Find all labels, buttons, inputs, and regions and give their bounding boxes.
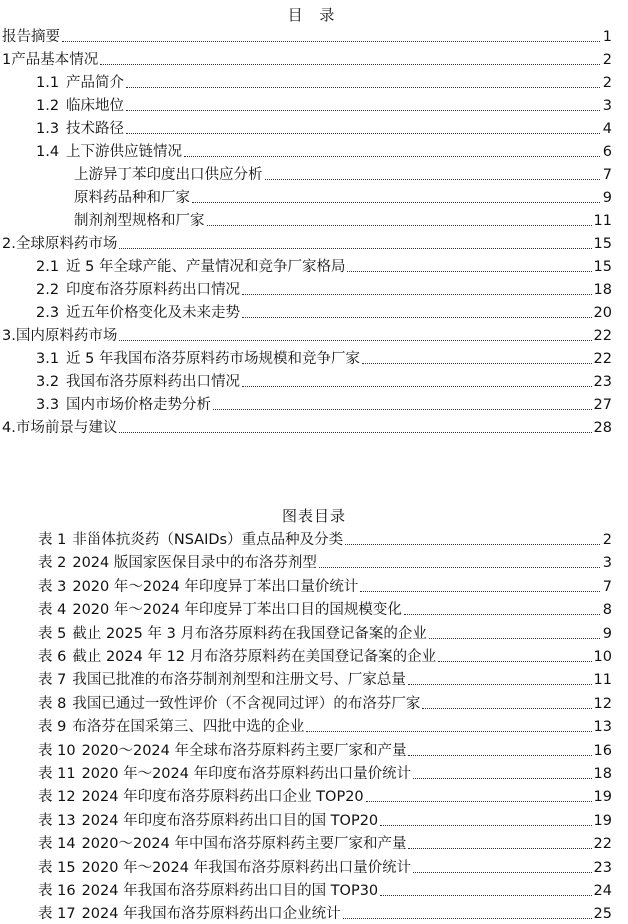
dot-leader <box>319 567 600 568</box>
entry-label: 2020 年～2024 年我国布洛芬原料药出口量价统计 <box>81 859 412 876</box>
toc-entry[interactable] <box>38 832 612 854</box>
toc-entry[interactable] <box>38 551 612 573</box>
entry-label: 我国布洛芬原料药出口情况 <box>66 374 240 390</box>
toc-entry[interactable] <box>74 163 612 185</box>
dot-leader <box>422 708 591 709</box>
page-number: 3 <box>602 555 612 572</box>
toc-entry[interactable] <box>38 692 612 714</box>
toc-entry[interactable] <box>36 370 612 392</box>
entry-label: 产品简介 <box>66 75 124 91</box>
dot-leader <box>345 544 600 545</box>
entry-label: 全球原料药市场 <box>15 236 118 252</box>
entry-label: 近 5 年我国布洛芬原料药市场规模和竞争厂家 <box>66 351 360 367</box>
toc-entry[interactable] <box>38 879 612 901</box>
entry-number: 表 2 <box>38 555 67 572</box>
dot-leader <box>126 133 600 134</box>
entry-number: 表 15 <box>38 859 76 876</box>
dot-leader <box>408 684 592 685</box>
toc-entry[interactable] <box>36 393 612 415</box>
page-number: 22 <box>593 328 612 344</box>
dot-leader <box>360 591 600 592</box>
entry-number: 1.4 <box>36 144 60 160</box>
page-number: 7 <box>602 167 612 183</box>
dot-leader <box>347 271 591 272</box>
toc-entry[interactable] <box>38 528 612 550</box>
page-number: 22 <box>593 836 612 853</box>
dot-leader <box>306 731 591 732</box>
toc-entry[interactable] <box>38 668 612 690</box>
entry-number: 2.2 <box>36 282 60 298</box>
dot-leader <box>408 848 591 849</box>
entry-label: 2020 年～2024 年印度异丁苯出口目的国规模变化 <box>72 602 402 619</box>
dot-leader <box>413 778 591 779</box>
entry-label: 非甾体抗炎药（NSAIDs）重点品种及分类 <box>72 532 344 548</box>
dot-leader <box>126 110 600 111</box>
entry-number: 表 1 <box>38 532 67 548</box>
dot-leader <box>184 156 600 157</box>
entry-number: 表 7 <box>38 672 67 689</box>
entry-number: 3. <box>2 328 16 344</box>
entry-number: 2.3 <box>36 305 60 321</box>
toc-entry[interactable] <box>2 48 612 70</box>
entry-number: 3.2 <box>36 374 60 390</box>
entry-label: 产品基本情况 <box>11 52 99 68</box>
dot-leader <box>242 317 592 318</box>
figures-title: 图表目录 <box>281 507 346 525</box>
entry-number: 表 3 <box>38 578 67 595</box>
dot-leader <box>119 248 591 249</box>
entry-label: 近五年价格变化及未来走势 <box>66 305 240 321</box>
page-number: 25 <box>593 906 612 923</box>
dot-leader <box>265 179 601 180</box>
page-number: 19 <box>593 789 612 806</box>
entry-number: 表 10 <box>38 742 76 759</box>
dot-leader <box>213 409 592 410</box>
entry-label: 我国已批准的布洛芬制剂剂型和注册文号、厂家总量 <box>72 672 406 689</box>
entry-label: 2024 年我国布洛芬原料药出口目的国 TOP30 <box>81 883 379 899</box>
page-number: 11 <box>593 672 612 689</box>
entry-label: 布洛芬在国采第三、四批中选的企业 <box>72 719 305 736</box>
entry-number: 表 5 <box>38 625 67 642</box>
entry-label: 我国已通过一致性评价（不含视同过评）的布洛芬厂家 <box>72 695 421 712</box>
entry-label: 2024 年我国布洛芬原料药出口企业统计 <box>81 906 341 923</box>
entry-number: 1.2 <box>36 98 60 114</box>
entry-number: 表 13 <box>38 812 76 829</box>
page-number: 28 <box>593 420 612 436</box>
entry-label: 2020～2024 年中国布洛芬原料药主要厂家和产量 <box>81 836 407 853</box>
page-number: 11 <box>593 213 612 229</box>
page-number: 23 <box>593 374 612 390</box>
entry-number: 1 <box>2 52 12 68</box>
toc-entry[interactable] <box>2 416 612 438</box>
entry-label: 上游异丁苯印度出口供应分析 <box>74 167 263 183</box>
dot-leader <box>366 801 592 802</box>
page-number: 2 <box>602 75 612 91</box>
entry-label: 国内市场价格走势分析 <box>66 397 211 413</box>
toc-entry[interactable] <box>38 645 612 667</box>
entry-number: 3.3 <box>36 397 60 413</box>
entry-label: 2020～2024 年全球布洛芬原料药主要厂家和产量 <box>81 742 407 759</box>
entry-label: 2020 年～2024 年印度异丁苯出口量价统计 <box>72 578 359 595</box>
toc-entry[interactable] <box>38 575 612 597</box>
dot-leader <box>343 918 592 919</box>
entry-label: 2024 版国家医保目录中的布洛芬剂型 <box>72 555 317 572</box>
page-number: 8 <box>602 602 612 619</box>
toc-entry[interactable] <box>36 278 612 300</box>
page-number: 23 <box>593 859 612 876</box>
entry-label: 上下游供应链情况 <box>66 144 182 160</box>
page-number: 7 <box>602 578 612 595</box>
entry-label: 原料药品种和厂家 <box>74 190 190 206</box>
toc-entry[interactable] <box>38 598 612 620</box>
dot-leader <box>438 661 591 662</box>
entry-number: 3.1 <box>36 351 60 367</box>
toc-entry[interactable] <box>38 622 612 644</box>
dot-leader <box>62 41 600 42</box>
toc-entry[interactable] <box>36 71 612 93</box>
dot-leader <box>380 895 591 896</box>
page-number: 9 <box>602 625 612 642</box>
toc-entry[interactable] <box>38 739 612 761</box>
entry-label: 印度布洛芬原料药出口情况 <box>66 282 240 298</box>
entry-label: 技术路径 <box>66 121 124 137</box>
entry-label: 制剂剂型规格和厂家 <box>74 213 205 229</box>
page-number: 18 <box>593 282 612 298</box>
entry-label: 临床地位 <box>66 98 124 114</box>
page-number: 2 <box>602 52 612 68</box>
entry-label: 市场前景与建议 <box>15 420 118 436</box>
toc-entry[interactable] <box>36 117 612 139</box>
page-number: 10 <box>593 649 612 665</box>
entry-label: 国内原料药市场 <box>15 328 118 344</box>
toc-entry[interactable] <box>38 902 612 924</box>
page-number: 18 <box>593 766 612 782</box>
entry-label: 近 5 年全球产能、产量情况和竞争厂家格局 <box>66 259 346 275</box>
toc-entry[interactable] <box>2 232 612 254</box>
page-number: 9 <box>602 190 612 206</box>
page-number: 15 <box>593 259 612 275</box>
toc-entry[interactable] <box>36 94 612 116</box>
toc-entry[interactable] <box>2 324 612 346</box>
toc-entry[interactable] <box>36 140 612 162</box>
dot-leader <box>242 294 592 295</box>
entry-number: 表 6 <box>38 649 67 665</box>
page-number: 20 <box>593 305 612 321</box>
page-number: 13 <box>593 719 612 736</box>
dot-leader <box>207 225 592 226</box>
dot-leader <box>380 825 591 826</box>
toc-entry[interactable] <box>38 762 612 784</box>
dot-leader <box>404 614 600 615</box>
entry-number: 表 12 <box>38 789 76 806</box>
entry-number: 1.1 <box>36 75 60 91</box>
toc-entry[interactable] <box>74 209 612 231</box>
entry-number: 表 9 <box>38 719 67 736</box>
dot-leader <box>126 87 600 88</box>
entry-label: 截止 2024 年 12 月布洛芬原料药在美国登记备案的企业 <box>72 649 437 665</box>
toc-entry[interactable] <box>38 715 612 737</box>
toc-title: 目 录 <box>287 6 341 24</box>
entry-label: 截止 2025 年 3 月布洛芬原料药在我国登记备案的企业 <box>72 625 427 642</box>
page-number: 2 <box>602 532 612 548</box>
entry-label: 2020 年～2024 年印度布洛芬原料药出口量价统计 <box>81 766 412 782</box>
toc-entry[interactable] <box>2 25 612 47</box>
page-number: 22 <box>593 351 612 367</box>
entry-number: 2. <box>2 236 16 252</box>
toc-entry[interactable] <box>38 785 612 807</box>
entry-number: 表 4 <box>38 602 67 619</box>
entry-number: 表 17 <box>38 906 76 923</box>
entry-label: 报告摘要 <box>2 29 60 45</box>
page-number: 16 <box>593 742 612 759</box>
entry-label: 2024 年印度布洛芬原料药出口目的国 TOP20 <box>81 812 379 829</box>
dot-leader <box>362 363 592 364</box>
dot-leader <box>429 638 600 639</box>
toc-entry[interactable] <box>74 186 612 208</box>
dot-leader <box>119 340 591 341</box>
page-number: 27 <box>593 397 612 413</box>
entry-number: 表 14 <box>38 836 76 853</box>
entry-number: 表 11 <box>38 766 76 782</box>
toc-entry[interactable] <box>36 255 612 277</box>
page-number: 4 <box>602 121 612 137</box>
dot-leader <box>119 432 591 433</box>
page-number: 6 <box>602 144 612 160</box>
page-number: 19 <box>593 812 612 829</box>
page-number: 3 <box>602 98 612 114</box>
entry-number: 表 16 <box>38 883 76 899</box>
entry-label: 2024 年印度布洛芬原料药出口企业 TOP20 <box>81 789 364 806</box>
toc-entry[interactable] <box>36 301 612 323</box>
entry-number: 表 8 <box>38 695 67 712</box>
dot-leader <box>192 202 600 203</box>
dot-leader <box>413 872 591 873</box>
entry-number: 1.3 <box>36 121 60 137</box>
page-number: 15 <box>593 236 612 252</box>
entry-number: 2.1 <box>36 259 60 275</box>
dot-leader <box>242 386 592 387</box>
toc-entry[interactable] <box>36 347 612 369</box>
entry-number: 4. <box>2 420 16 436</box>
dot-leader <box>100 64 600 65</box>
toc-entry[interactable] <box>38 809 612 831</box>
page-number: 12 <box>593 695 612 712</box>
page-number: 1 <box>602 29 612 45</box>
toc-entry[interactable] <box>38 856 612 878</box>
page-number: 24 <box>593 883 612 899</box>
dot-leader <box>408 755 591 756</box>
